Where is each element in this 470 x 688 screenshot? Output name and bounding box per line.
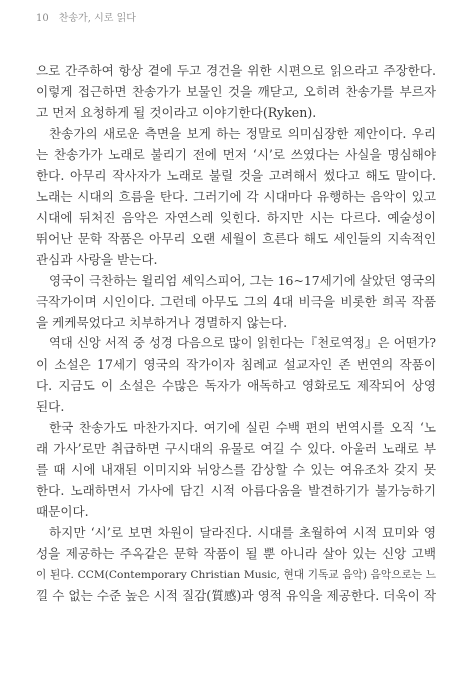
- text-line: 낄 수 없는 수준 높은 시적 질감(質感)과 영적 유익을 제공한다. 더욱이 작: [36, 588, 436, 603]
- text-line: 극작가이며 시인이다. 그런데 아무도 그의 4대 비극을 비롯한 희곡 작품: [36, 294, 436, 309]
- text-line: 는 찬송가가 노래로 불리기 전에 먼저 ‘시’로 쓰였다는 사실을 명심해야: [36, 147, 436, 162]
- text-line: 찬송가의 새로운 측면을 보게 하는 정말로 의미심장한 제안이다. 우리: [49, 126, 436, 141]
- text-line: 한다. 노래하면서 가사에 담긴 시적 아름다움을 발견하기가 불가능하기: [36, 483, 436, 498]
- text-line: 이 된다. CCM(Contemporary Christian Music, 현대 기독교 음악) 음악으로는 느: [36, 568, 436, 581]
- running-header: [36, 9, 136, 24]
- text-line: 한다. 아무리 작사자가 노래로 불릴 것을 고려해서 썼다고 해도 말이다.: [36, 168, 436, 183]
- text-line: 관심과 사랑을 받는다.: [36, 252, 158, 267]
- text-line: 된다.: [36, 399, 65, 414]
- text-line: 시대에 뒤처진 음악은 자연스레 잊힌다. 하지만 시는 다르다. 예술성이: [36, 210, 436, 225]
- text-line: 래 가사’로만 취급하면 구시대의 유물로 여길 수 있다. 아울러 노래로 부: [36, 441, 436, 456]
- text-line: 영국이 극찬하는 윌리엄 셰익스피어, 그는 16~17세기에 살았던 영국의: [49, 273, 436, 288]
- text-line: 하지만 ‘시’로 보면 차원이 달라진다. 시대를 초월하여 시적 묘미와 영: [49, 525, 436, 540]
- text-line: 을 케케묵었다고 치부하거나 경멸하지 않는다.: [36, 315, 288, 330]
- text-line: 으로 간주하여 항상 곁에 두고 경건을 위한 시편으로 읽으라고 주장한다.: [36, 63, 436, 78]
- page-number: 10: [36, 13, 49, 24]
- text-line: 이 소설은 17세기 영국의 작가이자 침례교 설교자인 존 번연의 작품이: [36, 357, 436, 372]
- text-line: 역대 신앙 서적 중 성경 다음으로 많이 읽힌다는『천로역정』은 어떤가?: [49, 336, 436, 350]
- text-line: 성을 제공하는 주옥같은 문학 작품이 될 뿐 아니라 살아 있는 신앙 고백: [36, 546, 436, 561]
- text-line: 한국 찬송가도 마찬가지다. 여기에 실린 수백 편의 번역시를 오직 ‘노: [49, 420, 436, 435]
- body-text: [36, 60, 436, 606]
- text-line: 다. 지금도 이 소설은 수많은 독자가 애독하고 영화로도 제작되어 상영: [36, 378, 436, 393]
- text-line: 노래는 시대의 흐름을 탄다. 그러기에 각 시대마다 유행하는 음악이 있고: [36, 189, 436, 204]
- text-line: 이렇게 접근하면 찬송가가 보물인 것을 깨닫고, 오히려 찬송가를 부르자: [36, 84, 436, 99]
- text-line: 고 먼저 요청하게 될 것이라고 이야기한다(Ryken).: [36, 105, 317, 120]
- text-line: 뛰어난 문학 작품은 아무리 오랜 세월이 흐른다 해도 세인들의 지속적인: [36, 231, 436, 246]
- book-title: 찬송가, 시로 읽다: [58, 13, 136, 24]
- text-line: 를 때 시에 내재된 이미지와 뉘앙스를 감상할 수 있는 여유조차 갖지 못: [36, 462, 436, 477]
- text-line: 때문이다.: [36, 504, 89, 519]
